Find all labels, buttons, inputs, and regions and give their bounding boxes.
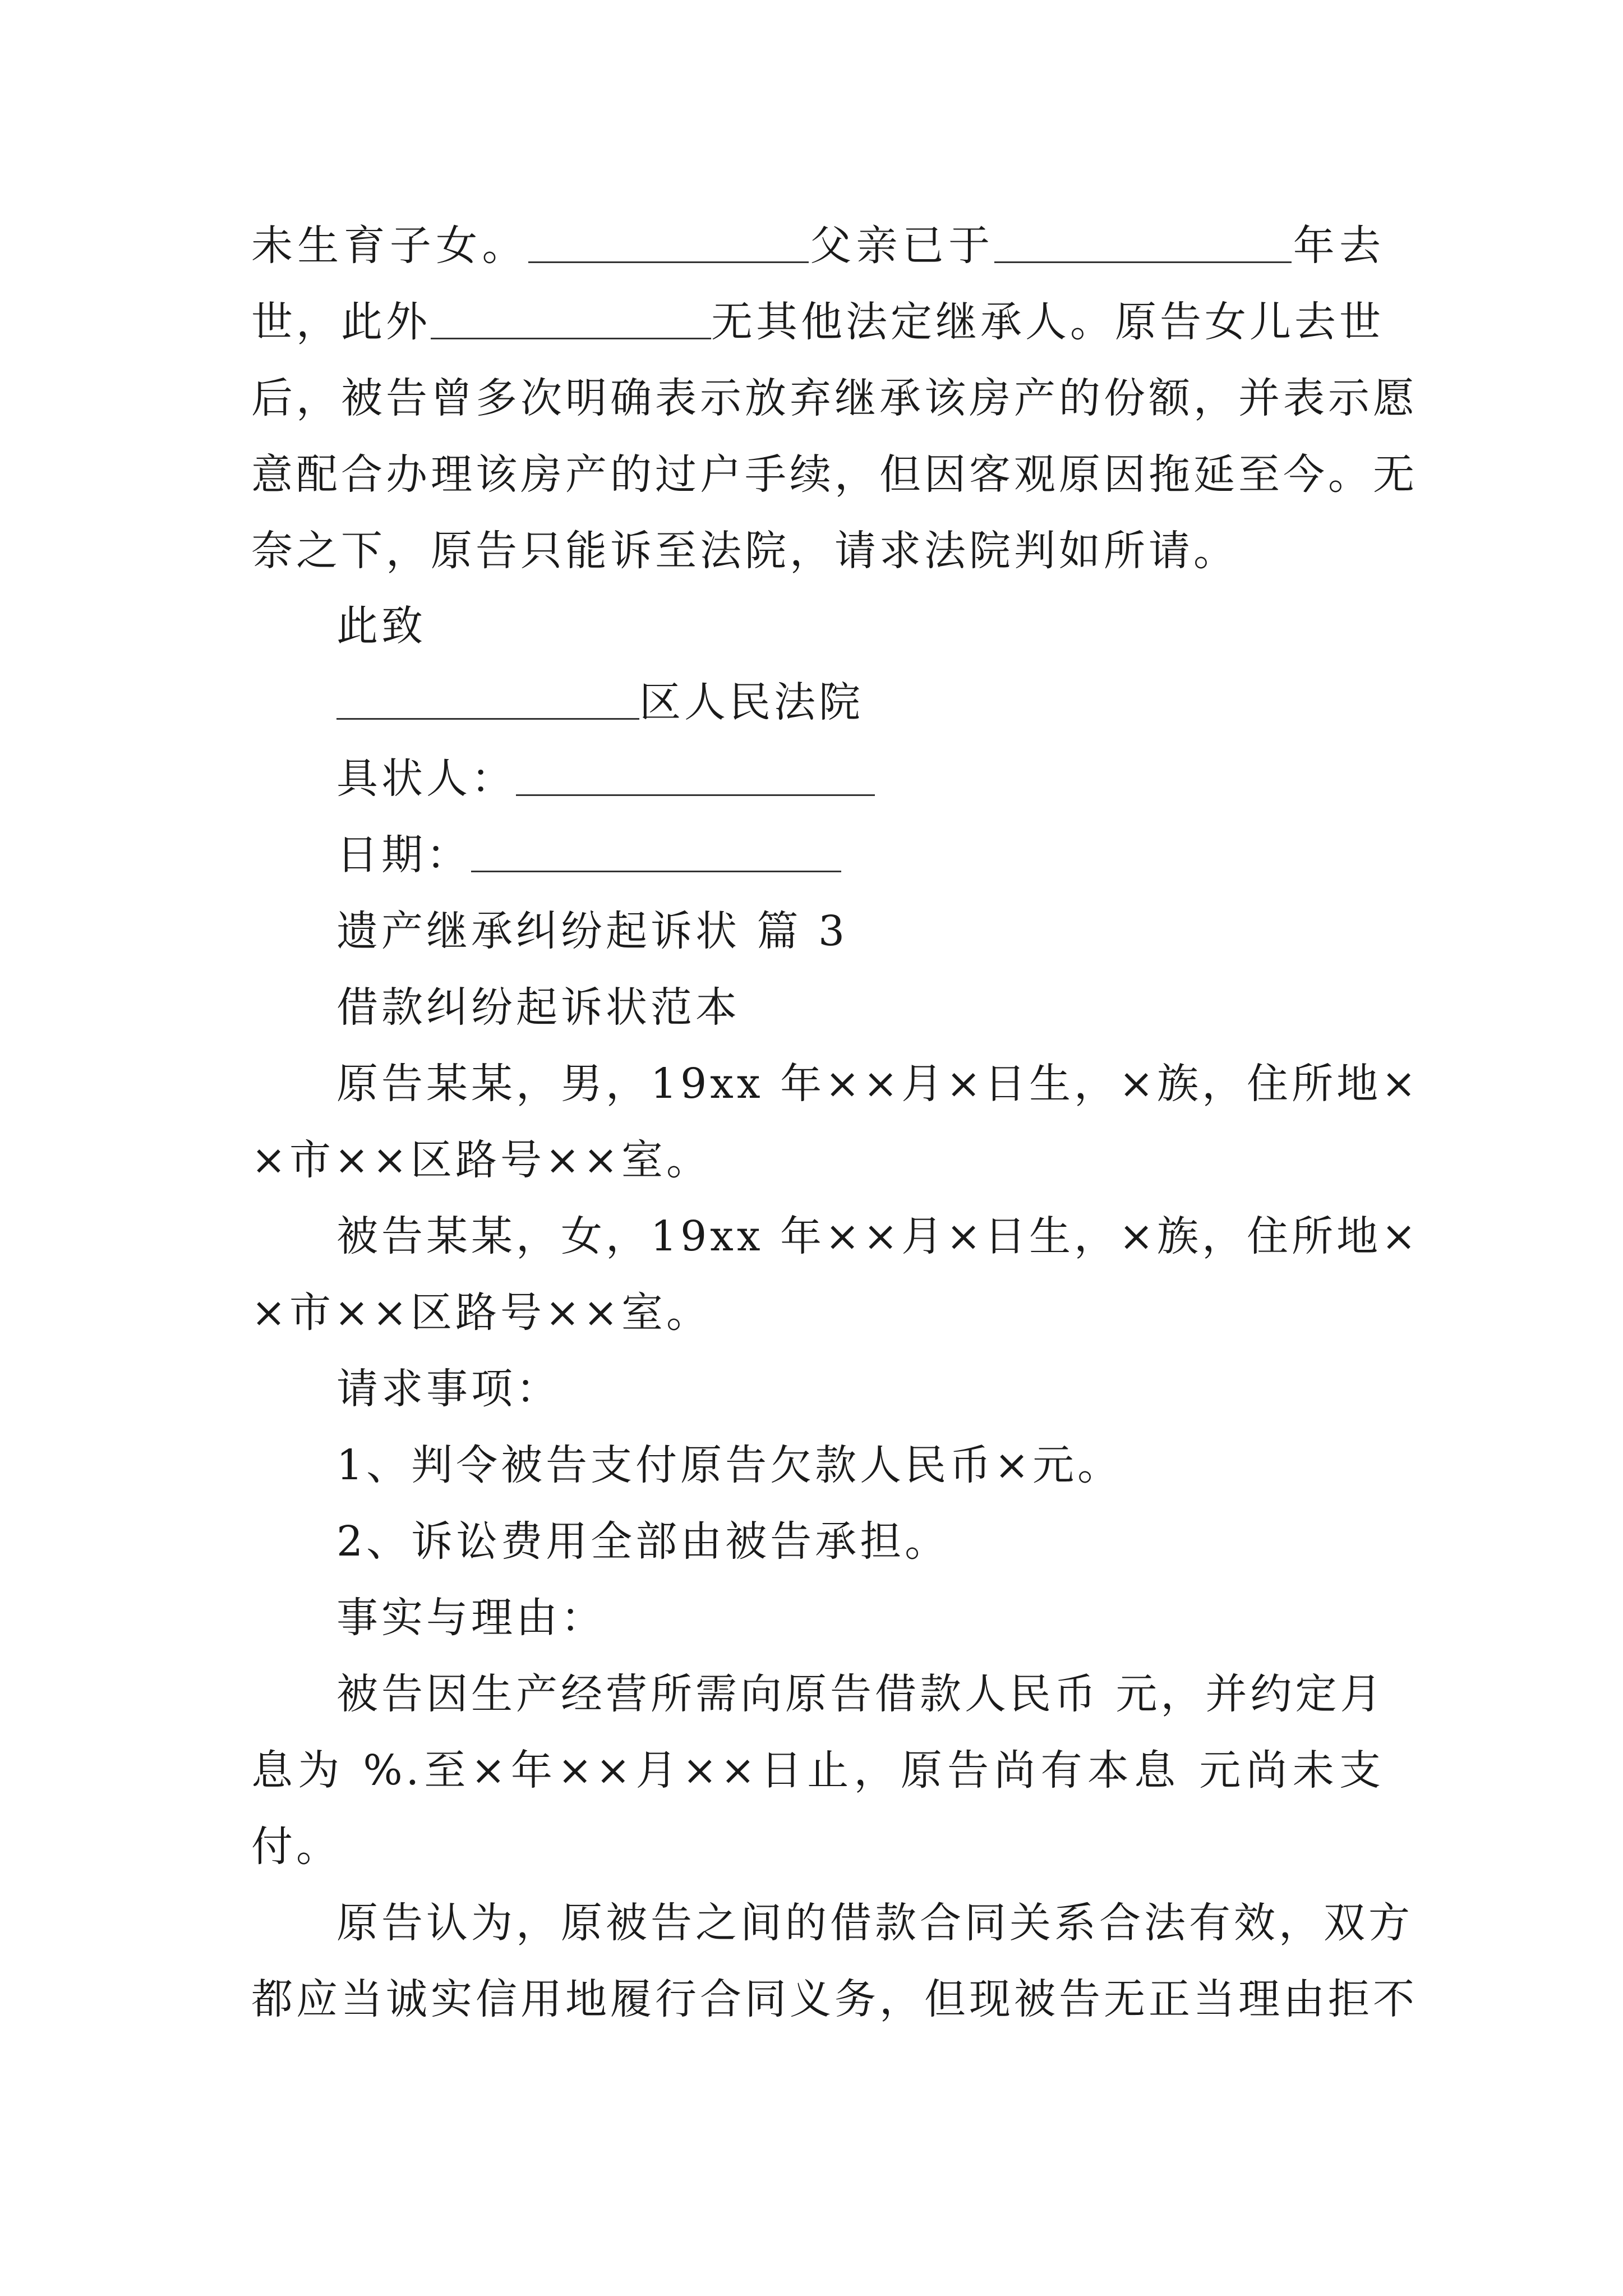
blank-underline [431,298,711,339]
plaintiff-line2: ×市××区路号××室。 [251,1136,712,1184]
doc-title: 借款纠纷起诉状范本 [336,983,740,1032]
para1-line5: 奈之下，原告只能诉至法院，请求法院判如所请。 [251,527,1238,575]
para1-line1 [251,218,1384,274]
court-line [336,674,864,730]
reason-line1: 原告认为，原被告之间的借款合同关系合法有效，双方 [336,1899,1413,1947]
facts-heading: 事实与理由： [336,1594,606,1642]
para1-text: 未生育子女。 [251,222,528,270]
court-suffix: 区人民法院 [639,678,864,726]
blank-underline [528,222,809,263]
date-label: 日期： [336,831,471,879]
claim-item: 2、诉讼费用全部由被告承担。 [336,1517,950,1566]
blank-underline [994,222,1292,263]
defendant-line1: 被告某某，女，19xx 年××月×日生，×族，住所地× [336,1212,1420,1260]
para1-text: 无其他法定继承人。原告女儿去世 [711,298,1384,346]
facts-line1: 被告因生产经营所需向原告借款人民币 元，并约定月 [336,1670,1385,1718]
plaintiff-line1: 原告某某，男，19xx 年××月×日生，×族，住所地× [336,1060,1420,1108]
claim-item: 1、判令被告支付原告欠款人民币×元。 [336,1441,1123,1489]
signer-line [336,751,875,807]
para1-line3: 后，被告曾多次明确表示放弃继承该房产的份额，并表示愿 [251,374,1418,422]
defendant-line2: ×市××区路号××室。 [251,1289,712,1337]
court-name-blank [336,679,639,720]
para1-text: 父亲已于 [808,222,995,270]
claims-heading: 请求事项： [336,1365,561,1413]
facts-line3: 付。 [251,1823,341,1871]
signer-label: 具状人： [336,754,516,803]
date-line [336,827,841,883]
para1-text: 世，此外 [251,298,431,346]
section-title: 遗产继承纠纷起诉状 篇 3 [336,907,849,955]
facts-line2: 息为 %.至×年××月××日止，原告尚有本息 元尚未支 [251,1746,1384,1795]
para1-text: 年去 [1292,222,1385,270]
para1-line2 [251,294,1384,350]
date-blank [471,831,841,872]
signer-blank [516,755,875,796]
reason-line2: 都应当诚实信用地履行合同义务，但现被告无正当理由拒不 [251,1975,1418,2023]
para1-line4: 意配合办理该房产的过户手续，但因客观原因拖延至今。无 [251,450,1418,499]
salutation: 此致 [336,602,426,650]
